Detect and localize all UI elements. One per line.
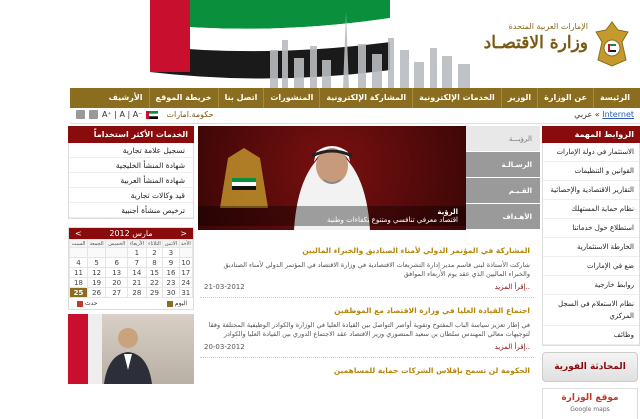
event-calendar xyxy=(68,227,194,310)
calendar-day[interactable]: 26 xyxy=(87,288,105,298)
calendar-header xyxy=(69,228,193,239)
uae-flag-icon xyxy=(146,111,158,119)
link-item[interactable]: وظائف xyxy=(543,326,639,345)
nav-minister[interactable]: الوزير xyxy=(501,88,537,108)
link-item[interactable]: القوانين و التنظيمات xyxy=(543,162,639,181)
toolbar-row xyxy=(70,108,640,124)
calendar-weekday-row xyxy=(70,240,193,248)
hero-caption xyxy=(198,206,466,226)
uae-emblem-logo xyxy=(592,20,632,68)
link-item[interactable]: استطلاع حول خدماتنا xyxy=(543,219,639,238)
calendar-week-row xyxy=(70,258,193,268)
calendar-day[interactable]: 30 xyxy=(163,288,179,298)
news-date: 21-03-2012 xyxy=(204,283,245,291)
calendar-day[interactable]: 29 xyxy=(146,288,163,298)
link-item[interactable]: روابط خارجية xyxy=(543,276,639,295)
read-more-link[interactable]: إقرأ المزيد.. xyxy=(494,343,530,351)
legend-today xyxy=(165,300,187,307)
calendar-next-button[interactable]: > xyxy=(180,229,187,238)
main-nav xyxy=(70,88,640,108)
print-icon[interactable] xyxy=(76,110,85,119)
site-header xyxy=(0,0,640,88)
calendar-grid xyxy=(69,239,193,298)
calendar-day[interactable]: 24 xyxy=(179,278,192,288)
today-color-swatch xyxy=(167,301,173,307)
tab-vision[interactable]: الرؤيـــة xyxy=(466,126,540,152)
calendar-empty-cell xyxy=(70,248,88,258)
official-photo[interactable] xyxy=(68,314,194,384)
news-item xyxy=(200,358,534,381)
nav-home[interactable]: الرئيسة xyxy=(593,88,636,108)
services-heading: الخدمات الأكثر استخداماً xyxy=(68,126,194,143)
tab-mission[interactable]: الرسـالـة xyxy=(466,152,540,178)
calendar-day[interactable]: 11 xyxy=(70,268,88,278)
calendar-day[interactable]: 19 xyxy=(87,278,105,288)
news-list xyxy=(200,238,534,381)
weekday-header: الأربعاء xyxy=(128,240,147,248)
calendar-day[interactable]: 14 xyxy=(128,268,147,278)
news-item xyxy=(200,298,534,358)
link-item[interactable]: الاستثمار في دولة الإمارات xyxy=(543,143,639,162)
calendar-day[interactable]: 2 xyxy=(146,248,163,258)
nav-archive[interactable]: الأرشيف xyxy=(108,93,143,102)
calendar-day[interactable]: 6 xyxy=(106,258,128,268)
link-item[interactable]: التقارير الاقتصادية والإحصائية xyxy=(543,181,639,200)
calendar-month-label: مارس 2012 xyxy=(109,229,153,238)
nav-eparticipation[interactable]: المشاركة الإلكترونية xyxy=(319,88,412,108)
breadcrumb-current: » عربي xyxy=(574,110,600,119)
breadcrumb xyxy=(574,110,634,119)
link-item[interactable]: ضع في الإمارات xyxy=(543,257,639,276)
weekday-header: الثلاثاء xyxy=(148,240,161,247)
breadcrumb-home-link[interactable]: Internet xyxy=(602,110,634,119)
country-name: الإمارات العربية المتحدة xyxy=(508,22,588,31)
link-item[interactable]: نظام حماية المستهلك xyxy=(543,200,639,219)
calendar-day[interactable]: 16 xyxy=(163,268,179,278)
calendar-week-row xyxy=(70,268,193,278)
event-color-swatch xyxy=(77,301,83,307)
calendar-day[interactable]: 8 xyxy=(146,258,163,268)
tab-values[interactable]: القـيـم xyxy=(466,178,540,204)
calendar-day[interactable]: 27 xyxy=(106,288,128,298)
calendar-day[interactable]: 21 xyxy=(128,278,147,288)
calendar-day[interactable]: 17 xyxy=(179,268,192,278)
vision-tabs xyxy=(466,126,540,230)
nav-publications[interactable]: المنشورات xyxy=(263,88,319,108)
calendar-day[interactable]: 3 xyxy=(163,248,179,258)
news-title-link[interactable]: المشاركة في المؤتمر الدولي لأمناء الصناديق والخبراء الماليين xyxy=(302,246,530,255)
tab-goals[interactable]: الأهـداف xyxy=(466,204,540,230)
ministry-title xyxy=(418,22,588,53)
calendar-day[interactable]: 31 xyxy=(179,288,192,298)
service-item[interactable]: قيد وكالات تجارية xyxy=(69,188,193,203)
service-item[interactable]: شهادة المنشأ الخليجية xyxy=(69,158,193,173)
nav-contact[interactable]: اتصل بنا xyxy=(218,88,264,108)
nav-eservices[interactable]: الخدمات الإلكترونية xyxy=(412,88,501,108)
service-item[interactable]: ترخيص منشأة أجنبية xyxy=(69,203,193,218)
live-chat-banner[interactable]: المحادثة الفورية xyxy=(542,352,638,382)
important-links-heading: الروابط المهمة xyxy=(542,126,640,143)
important-links-list xyxy=(542,143,640,346)
nav-about[interactable]: عن الوزارة xyxy=(537,88,593,108)
ministry-name: وزارة الاقتصـاد xyxy=(483,33,588,53)
link-item[interactable]: نظام الاستعلام في السجل المركزي xyxy=(543,295,639,326)
calendar-day[interactable]: 13 xyxy=(106,268,128,278)
news-item xyxy=(200,238,534,298)
calendar-week-row xyxy=(70,278,193,288)
calendar-week-row xyxy=(70,248,193,258)
weekday-header: الخميس xyxy=(106,240,128,248)
link-item[interactable]: الخارطة الاستثمارية xyxy=(543,238,639,257)
calendar-day[interactable]: 10 xyxy=(179,258,192,268)
services-list xyxy=(68,143,194,219)
person-photo-illustration xyxy=(68,314,194,384)
calendar-day[interactable]: 1 xyxy=(128,248,147,258)
legend-event xyxy=(75,300,98,307)
news-summary: في إطار تعزيز سياسة الباب المفتوح وتقوية أواصر التواصل بين القيادة العليا في الوزارة والكوادر الوظيفية المختلفة وفقا لتوجيهات معالي المهندس سلطان بن سعيد المنصوري وزير الاقتصاد عقد الاجتماع الدوري بين القيادة العليا والكوادر xyxy=(208,321,530,338)
calendar-day[interactable]: 15 xyxy=(146,268,163,278)
weekday-header: الجمعة xyxy=(87,240,105,248)
calendar-day[interactable]: 7 xyxy=(128,258,147,268)
calendar-day[interactable]: 28 xyxy=(128,288,147,298)
calendar-legend xyxy=(69,298,193,309)
legend-event-label: حدث xyxy=(85,300,98,307)
calendar-day[interactable]: 23 xyxy=(163,278,179,288)
calendar-prev-button[interactable]: < xyxy=(75,229,82,238)
hero-text: اقتصاد معرفي تنافسي ومتنوع بكفاءات وطنية xyxy=(326,216,458,224)
calendar-day[interactable]: 9 xyxy=(163,258,179,268)
gov-portal-link[interactable]: حكومة.امارات xyxy=(166,110,214,119)
location-title: موقع الوزارة xyxy=(561,393,619,403)
calendar-empty-cell xyxy=(106,248,128,258)
calendar-day[interactable]: 20 xyxy=(106,278,128,288)
news-summary: شاركت الأستاذة لبنى قاسم مدير إدارة التشريعات الاقتصادية في وزارة الاقتصاد في المؤتمر الدولي لأمناء الصناديق والخبراء الماليين الذي عقد يوم الأربعاء الموافق xyxy=(223,261,530,278)
weekday-header: السبت xyxy=(70,240,88,248)
weekday-header: الأحد xyxy=(180,240,191,247)
calendar-empty-cell xyxy=(179,248,192,258)
news-title-link[interactable]: اجتماع القيادة العليا في وزارة الاقتصاد مع الموظفين xyxy=(334,306,530,315)
calendar-day[interactable]: 22 xyxy=(146,278,163,288)
font-size-controls[interactable]: A⁺ | A | A⁻ xyxy=(102,110,143,119)
calendar-day[interactable]: 18 xyxy=(70,278,88,288)
left-column xyxy=(68,126,194,384)
google-maps-label: Google maps xyxy=(570,406,610,413)
news-title-link[interactable]: الحكومة لن تسمح بإفلاس الشركات حماية للمساهمين xyxy=(333,366,530,375)
news-date: 20-03-2012 xyxy=(204,343,245,351)
nav-sitemap[interactable]: خريطة الموقع xyxy=(149,88,218,108)
ministry-location-banner[interactable] xyxy=(542,388,638,419)
right-column xyxy=(542,126,640,419)
hero-banner[interactable] xyxy=(198,126,466,230)
calendar-day[interactable]: 4 xyxy=(70,258,88,268)
calendar-week-row xyxy=(70,288,193,298)
service-item[interactable]: تسجيل علامة تجارية xyxy=(69,143,193,158)
news-footer xyxy=(204,343,530,351)
calendar-day[interactable]: 25 xyxy=(70,288,88,298)
page-tools xyxy=(76,110,214,119)
weekday-header: الاثنين xyxy=(164,240,178,247)
news-footer xyxy=(204,283,530,291)
email-icon[interactable] xyxy=(89,110,98,119)
calendar-day[interactable]: 12 xyxy=(87,268,105,278)
service-item[interactable]: شهادة المنشأ العربية xyxy=(69,173,193,188)
calendar-empty-cell xyxy=(87,248,105,258)
hero-title: الرؤية xyxy=(437,208,458,216)
legend-today-label: اليوم xyxy=(174,300,187,307)
calendar-day[interactable]: 5 xyxy=(87,258,105,268)
read-more-link[interactable]: إقرأ المزيد.. xyxy=(494,283,530,291)
